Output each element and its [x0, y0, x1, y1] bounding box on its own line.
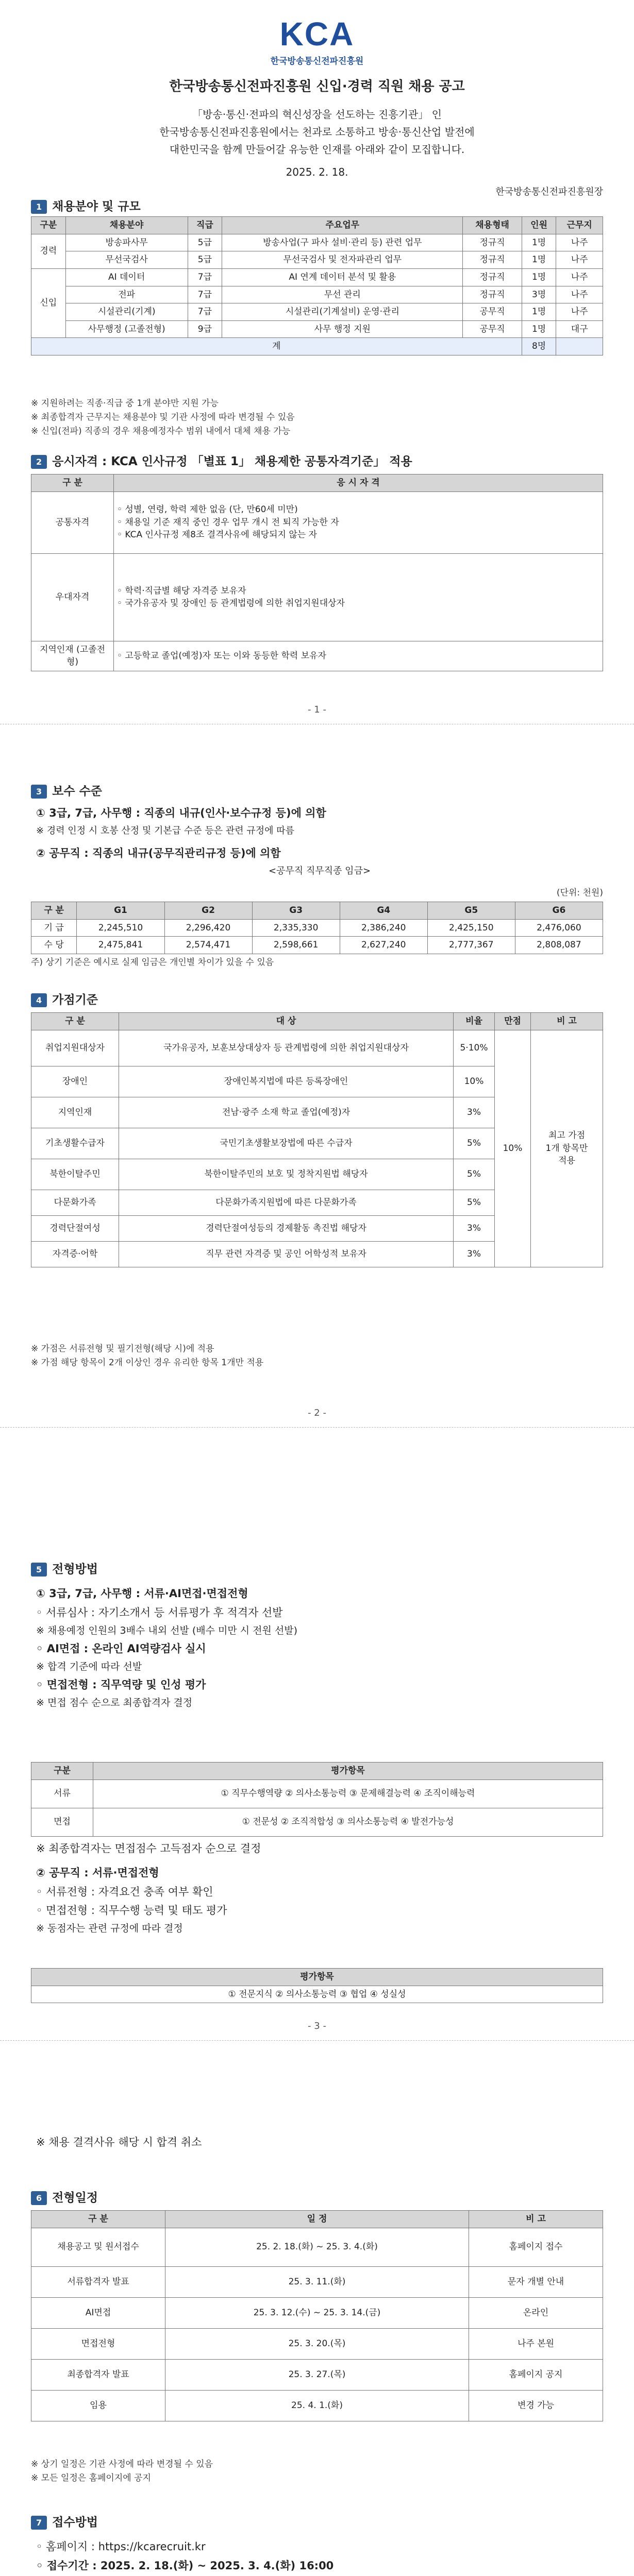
org-name: 한국방송통신전파진흥원장 — [495, 187, 603, 197]
process-note: ※ 채용 결격사유 해당 시 합격 취소 — [36, 2136, 202, 2148]
logo-subtext: 한국방송통신전파진흥원 — [270, 56, 364, 66]
section-heading-bonus: 4 가점기준 — [31, 992, 98, 1009]
notice-title: 한국방송통신전파진흥원 신입·경력 직원 채용 공고 — [169, 79, 465, 94]
page-divider — [0, 1427, 634, 1428]
apply-period: ◦ 접수기간 : 2025. 2. 18.(화) ~ 2025. 3. 4.(화) 16:00 — [36, 2559, 334, 2572]
table-row: AI면접 25. 3. 12.(수) ~ 25. 3. 14.(금) 온라인 — [31, 2297, 603, 2328]
table-row: 경력단절여성 경력단절여성등의 경제활동 촉진법 해당자 3% — [31, 1215, 603, 1241]
table-row: 다문화가족 다문화가족지원법에 따른 다문화가족 5% — [31, 1190, 603, 1215]
table-row: 지역인재 (고졸전형) ◦ 고등학교 졸업(예정)자 또는 이와 동등한 학력 보유자 — [31, 641, 603, 671]
section-heading-process: 5 전형방법 — [31, 1561, 98, 1578]
process-eval-table-2: 평가항목 ① 전문지식 ② 의사소통능력 ③ 협업 ④ 성실성 — [31, 1968, 603, 2003]
page-number: - 3 - — [308, 2021, 326, 2031]
table-row: 사무행정 (고졸전형) 9급 사무 행정 지원 공무직 1명 대구 — [31, 320, 603, 338]
table-row: 수 당 2,475,841 2,574,471 2,598,661 2,627,240 2,777,367 2,808,087 — [31, 937, 603, 954]
table-row: 공통자격 ◦ 성별, 연령, 학력 제한 없음 (단, 만60세 미만) ◦ 채용일 기준 재직 중인 경우 업무 개시 전 퇴직 가능한 자 ◦ KCA 인사규정 제8조 결격사유에 해당되지 않는 자 — [31, 492, 603, 553]
page-divider — [0, 2040, 634, 2041]
table-row: 서류합격자 발표 25. 3. 11.(화) 문자 개별 안내 — [31, 2266, 603, 2297]
section-heading-eligibility: 2 응시자격 : KCA 인사규정 「별표 1」 채용제한 공통자격기준」 적용 — [31, 453, 412, 470]
table-row: 경력 방송파사무 5급 방송사업(구 파사 설비·관리 등) 관련 업무 정규직 1명 나주 — [31, 234, 603, 251]
bonus-notes: ※ 가점은 서류전형 및 필기전형(해당 시)에 적용 ※ 가점 해당 항목이 2개 이상인 경우 유리한 항목 1개만 적용 — [31, 1344, 264, 1368]
pay-table: 구 분 G1 G2 G3 G4 G5 G6 기 급 2,245,510 2,296,420 2,335,330 2,386,240 2,425,150 2,476,060 수 당 2,475,841 2,574,471 2,598,661 2,627,240 2,777,367 2,808,087 — [31, 902, 603, 954]
table-row: 우대자격 ◦ 학력·직급별 해당 자격증 보유자 ◦ 국가유공자 및 장애인 등 관계법령에 의한 취업지원대상자 — [31, 553, 603, 641]
apply-text — [36, 2537, 603, 2576]
logo-text: KCA — [279, 15, 355, 53]
table-row: 기 급 2,245,510 2,296,420 2,335,330 2,386,240 2,425,150 2,476,060 — [31, 919, 603, 937]
table-row: 전파 7급 무선 관리 정규직 3명 나주 — [31, 286, 603, 303]
table-row: 임용 25. 4. 1.(화) 변경 가능 — [31, 2390, 603, 2421]
apply-url[interactable]: ◦ 홈페이지 : https://kcarecruit.kr — [36, 2540, 206, 2553]
recruit-notes: ※ 지원하려는 직종·직급 중 1개 분야만 지원 가능 ※ 최종합격자 근무지는 채용분야 및 기관 사정에 따라 변경될 수 있음 ※ 신입(전파) 직종의 경우 채용예정자수 범위 내에서 대체 채용 가능 — [31, 398, 295, 437]
table-row: ① 전문지식 ② 의사소통능력 ③ 협업 ④ 성실성 — [31, 1986, 603, 2003]
section-heading-apply: 7 접수방법 — [31, 2514, 98, 2531]
bonus-table: 구 분 대 상 비율 만점 비 고 취업지원대상자 국가유공자, 보훈보상대상자 등 관계법령에 의한 취업지원대상자 5·10% 10% 최고 가점 1개 항목만 적용 장애인 장애인복지법에 따른 등록장애인 10% 지역인재 전남·광주 소재 학교 졸업(예정)자 3% 기초생활수급자 국민기초생활보장법에 따른 수급자 5% 북한이탈주민 북한이탈주민의 보호 및 정착지원법 해당자 5% 다문화가족 다문화가족지원법에 따른 다문화가족 5% 경력단절여성 경력단절여성등의 경제활동 촉진법 해당자 3% 자격증·어학 직무 관련 자격증 및 공인 어학성적 보유자 3% — [31, 1012, 603, 1267]
table-row: 면접전형 25. 3. 20.(목) 나주 본원 — [31, 2328, 603, 2359]
process-text-b: ※ 최종합격자는 면접점수 고득점자 순으로 결정 ② 공무직 : 서류·면접전형 ◦ 서류전형 : 자격요건 충족 여부 확인 ◦ 면접전형 : 직무수행 능력 및 태도 평가 ※ 동점자는 관련 규정에 따라 결정 — [36, 1842, 261, 1934]
schedule-notes: ※ 상기 일정은 기관 사정에 따라 변경될 수 있음 ※ 모든 일정은 홈페이지에 공지 — [31, 2459, 213, 2484]
notice-intro: 「방송·통신·전파의 혁신성장을 선도하는 진흥기관」 인 한국방송통신전파진흥원에서는 천과로 소통하고 방송·통신산업 발전에 대한민국을 함께 만들어갈 유능한 인재를 아래와 같이 모집합니다. — [159, 108, 475, 156]
page-number: - 2 - — [308, 1408, 326, 1418]
table-row: 무선국검사 5급 무선국검사 및 전자파관리 업무 정규직 1명 나주 — [31, 251, 603, 269]
notice-date: 2025. 2. 18. — [286, 166, 348, 178]
process-text-a: ① 3급, 7급, 사무행 : 서류·AI면접·면접전형 ◦ 서류심사 : 자기소개서 등 서류평가 후 적격자 선발 ※ 채용예정 인원의 3배수 내외 선발 (배수 미만 시 전원 선발) ◦ AI면접 : 온라인 AI역량검사 실시 ※ 합격 기준에 따라 선발 ◦ 면접전형 : 직무역량 및 인성 평가 ※ 면접 점수 순으로 최종합격자 결정 — [36, 1587, 298, 1708]
table-row: 면접 ① 전문성 ② 조직적합성 ③ 의사소통능력 ④ 발전가능성 — [31, 1808, 603, 1836]
schedule-table: 구 분 일 정 비 고 채용공고 및 원서접수 25. 2. 18.(화) ~ 25. 3. 4.(화) 홈페이지 접수 서류합격자 발표 25. 3. 11.(화) 문자 개별 안내 AI면접 25. 3. 12.(수) ~ 25. 3. 14.(금) 온라인 면접전형 25. 3. 20.(목) 나주 본원 최종합격자 발표 25. 3. 27.(목) 홈페이지 공지 임용 25. 4. 1.(화) 변경 가능 — [31, 2210, 603, 2421]
pay-unit: (단위: 천원) — [556, 888, 603, 898]
kca-logo — [0, 10, 634, 67]
table-row: 장애인 장애인복지법에 따른 등록장애인 10% — [31, 1066, 603, 1097]
table-row: 서류 ① 직무수행역량 ② 의사소통능력 ③ 문제해결능력 ④ 조직이해능력 — [31, 1780, 603, 1808]
table-row: 취업지원대상자 국가유공자, 보훈보상대상자 등 관계법령에 의한 취업지원대상자 5·10% 10% 최고 가점 1개 항목만 적용 — [31, 1030, 603, 1066]
table-row: 지역인재 전남·광주 소재 학교 졸업(예정)자 3% — [31, 1097, 603, 1128]
table-row: 신입 AI 데이터 7급 AI 연계 데이터 분석 및 활용 정규직 1명 나주 — [31, 268, 603, 286]
process-eval-table: 구분 평가항목 서류 ① 직무수행역량 ② 의사소통능력 ③ 문제해결능력 ④ 조직이해능력 면접 ① 전문성 ② 조직적합성 ③ 의사소통능력 ④ 발전가능성 — [31, 1762, 603, 1837]
table-row: 시설관리(기계) 7급 시설관리(기계설비) 운영·관리 공무직 1명 나주 — [31, 303, 603, 321]
section-heading-schedule: 6 전형일정 — [31, 2190, 98, 2207]
table-row: 채용공고 및 원서접수 25. 2. 18.(화) ~ 25. 3. 4.(화) 홈페이지 접수 — [31, 2228, 603, 2266]
section-heading-pay: 3 보수 수준 — [31, 783, 102, 800]
table-row: 최종합격자 발표 25. 3. 27.(목) 홈페이지 공지 — [31, 2359, 603, 2390]
page-number: - 1 - — [308, 704, 326, 715]
table-total-row: 계 8명 — [31, 338, 603, 355]
section-heading-recruit: 1 채용분야 및 규모 — [31, 198, 141, 215]
table-row: 자격증·어학 직무 관련 자격증 및 공인 어학성적 보유자 3% — [31, 1241, 603, 1267]
pay-text: ① 3급, 7급, 사무행 : 직종의 내규(인사·보수규정 등)에 의함 ※ 경력 인정 시 호봉 산정 및 기본급 수준 등은 관련 규정에 따름 ② 공무직 : 직종의 내규(공무직관리규정 등)에 의함 <공무직 직무직종 임금> — [36, 807, 371, 876]
table-row: 기초생활수급자 국민기초생활보장법에 따른 수급자 5% — [31, 1128, 603, 1159]
eligibility-table: 구 분 응 시 자 격 공통자격 ◦ 성별, 연령, 학력 제한 없음 (단, 만60세 미만) ◦ 채용일 기준 재직 중인 경우 업무 개시 전 퇴직 가능한 자 ◦ KCA 인사규정 제8조 결격사유에 해당되지 않는 자 우대자격 ◦ 학력·직급별 해당 자격증 보유자 ◦ 국가유공자 및 장애인 등 관계법령에 의한 취업지원대상자 지역인재 (고졸전형) ◦ 고등학교 졸업(예정)자 또는 이와 동등한 학력 보유자 — [31, 474, 603, 671]
pay-note: 주) 상기 기준은 예시로 실제 임금은 개인별 차이가 있을 수 있음 — [31, 957, 274, 968]
table-row: 북한이탈주민 북한이탈주민의 보호 및 정착지원법 해당자 5% — [31, 1159, 603, 1190]
recruit-table: 구분 채용분야 직급 주요업무 채용형태 인원 근무지 경력 방송파사무 5급 방송사업(구 파사 설비·관리 등) 관련 업무 정규직 1명 나주 무선국검사 5급 무선국검사 및 전자파관리 업무 정규직 1명 나주 신입 AI 데이터 7급 AI 연계 데이터 분석 및 활용 정규직 1명 나주 전파 7급 무선 관리 정규직 3명 나주 시설관리(기계) 7급 시설관리(기계설비) 운영·관리 공무직 1명 나주 사무행정 (고졸전형) 9급 사무 행정 지원 공무직 1명 대구 계 8명 — [31, 216, 603, 355]
